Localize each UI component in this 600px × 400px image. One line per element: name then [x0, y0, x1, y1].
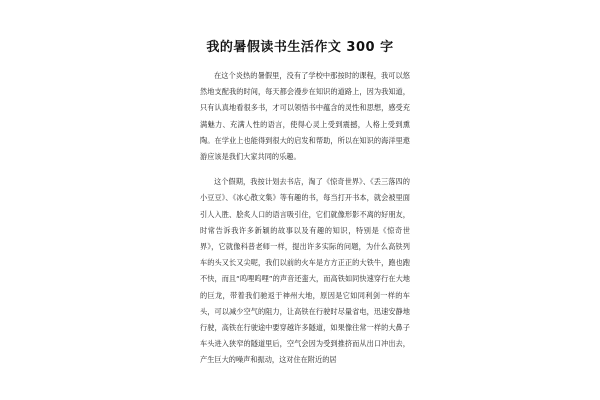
- document-title: 我的暑假读书生活作文 300 字: [206, 40, 394, 55]
- document-body: [200, 68, 410, 378]
- paragraph-1: 在这个炎热的暑假里，没有了学校中那按时的课程，我可以悠然地支配我的时间，每天都会漫步在知识的道路上，因为我知道，只有认真地看很多书，才可以领悟书中蕴含的灵性和思想，感受充满魅力、充满人性的语言，使得心灵上受到震撼，人格上受到熏陶。在学业上也能得到很大的启发和帮助，所以在知识的海洋里遨游应该是我们大家共同的乐趣。: [200, 71, 410, 162]
- paragraph-2: 这个假期，我按计划去书店，淘了《惊奇世界》、《丢三落四的小豆豆》、《冰心散文集》等有趣的书，每当打开书本，就会被里面引人入胜、脍炙人口的语言吸引住，它们就像形影不离的好朋友，时常告诉我许多新颖的故事以及有趣的知识，特别是《惊奇世界》，它就像科普老师一样，提出许多实际的问题，为什么高铁列车的头又长又尖呢，我们以前的火车是方方正正的大铁牛，跑也跑不快，而且“呜哩呜哩”的声音还蛮大，而高铁如同快速穿行在大地的巨龙，带着我们驰返于神州大地，原因是它如同利剑一样的车头，可以减少空气的阻力，让高铁在行驶时尽量省电，迅速安静地行驶，高铁在行驶途中要穿越许多隧道，如果像往常一样的大鼻子车头进入狭窄的隧道里后，空气会因为受到推挤而从出口冲出去，产生巨大的噪声和振动，这对住在附近的居: [200, 177, 410, 365]
